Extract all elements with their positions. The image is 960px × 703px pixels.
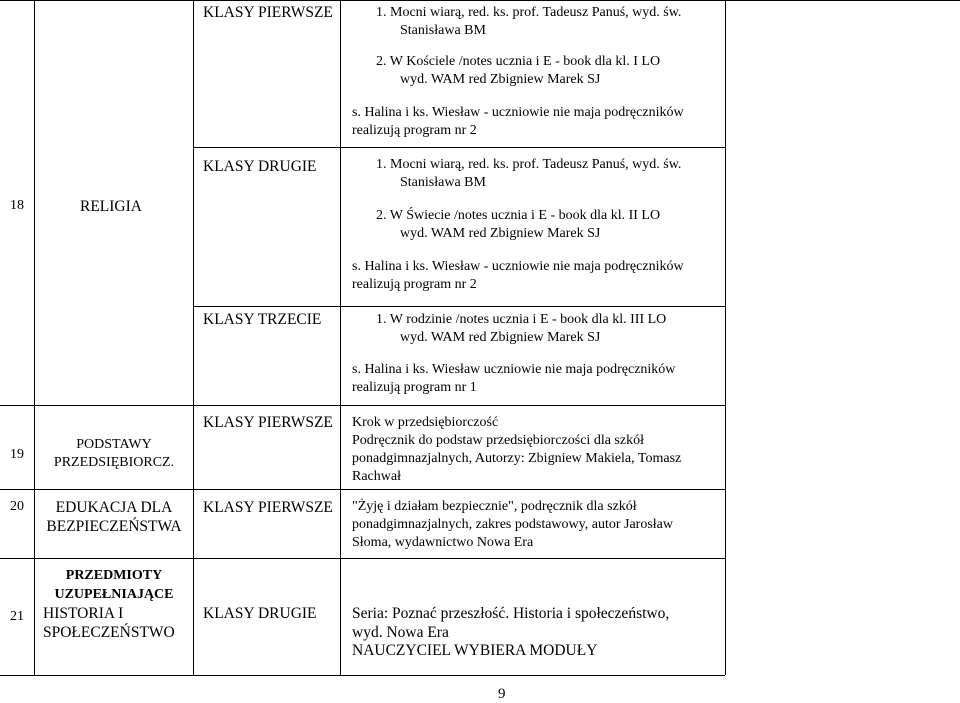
subject-name: RELIGIA [80,198,142,215]
subject-name: EDUKACJA DLA [55,499,173,516]
textbook-line: Stanisława BM [400,23,486,38]
teacher-note: s. Halina i ks. Wiesław - uczniowie nie maja podręczników [352,259,684,274]
textbook-line: 2. W Świecie /notes ucznia i E - book dla kl. II LO [376,208,661,223]
subject-name: PODSTAWY [76,437,152,452]
subject-name: PRZEDMIOTY [65,568,163,583]
textbook-line: 2. W Kościele /notes ucznia i E - book dla kl. I LO [376,54,661,69]
row-divider-21 [0,558,725,559]
col-line-3 [340,0,341,675]
textbook-line: wyd. WAM red Zbigniew Marek SJ [400,226,601,241]
textbook-line: wyd. WAM red Zbigniew Marek SJ [400,330,601,345]
textbook-line: Słoma, wydawnictwo Nowa Era [352,535,534,550]
textbook-line: wyd. WAM red Zbigniew Marek SJ [400,72,601,87]
row-divider-18-k2 [193,147,725,148]
textbook-line: Podręcznik do podstaw przedsiębiorczości dla szkół [352,433,644,448]
textbook-line: ponadgimnazjalnych, Autorzy: Zbigniew Makiela, Tomasz [352,451,682,466]
textbook-line: 1. W rodzinie /notes ucznia i E - book dla kl. III LO [376,312,667,327]
textbook-line: wyd. Nowa Era [352,624,449,641]
class-label: KLASY TRZECIE [203,311,322,328]
row-divider-20 [0,489,725,490]
teacher-note: s. Halina i ks. Wiesław - uczniowie nie maja podręczników [352,105,684,120]
class-label: KLASY DRUGIE [203,158,317,175]
subject-name: PRZEDSIĘBIORCZ. [53,455,175,470]
row-number: 20 [10,499,24,514]
teacher-note: realizują program nr 2 [352,123,477,138]
textbook-line: Seria: Poznać przeszłość. Historia i społeczeństwo, [352,605,670,622]
class-label: KLASY PIERWSZE [203,499,333,516]
row-number: 18 [10,198,24,213]
col-line-2 [193,0,194,675]
row-number: 21 [10,609,24,624]
col-line-4 [725,0,726,675]
class-label: KLASY PIERWSZE [203,414,333,431]
textbook-line: 1. Mocni wiarą, red. ks. prof. Tadeusz Panuś, wyd. św. [376,5,682,20]
table-border-top [0,0,960,1]
textbook-line: "Żyję i działam bezpiecznie", podręcznik dla szkół [352,499,637,514]
textbook-line: Rachwał [352,469,401,484]
row-number: 19 [10,447,24,462]
subject-name: HISTORIA I [43,605,124,622]
row-divider-18-k3 [193,306,725,307]
textbook-line: Krok w przedsiębiorczość [352,415,499,430]
textbook-line: 1. Mocni wiarą, red. ks. prof. Tadeusz Panuś, wyd. św. [376,157,682,172]
teacher-note: realizują program nr 1 [352,380,477,395]
teacher-note: s. Halina i ks. Wiesław uczniowie nie maja podręczników [352,362,676,377]
subject-name: UZUPEŁNIAJĄCE [54,587,174,602]
class-label: KLASY PIERWSZE [203,4,333,21]
subject-name: SPOŁECZEŃSTWO [43,624,175,641]
row-divider-19 [0,405,725,406]
table-border-bottom [0,675,725,676]
textbook-line: Stanisława BM [400,175,486,190]
textbook-line: ponadgimnazjalnych, zakres podstawowy, autor Jarosław [352,517,673,532]
page-number: 9 [498,686,506,702]
textbook-line: NAUCZYCIEL WYBIERA MODUŁY [352,642,598,659]
teacher-note: realizują program nr 2 [352,277,477,292]
subject-name: BEZPIECZEŃSTWA [46,518,182,535]
class-label: KLASY DRUGIE [203,605,317,622]
